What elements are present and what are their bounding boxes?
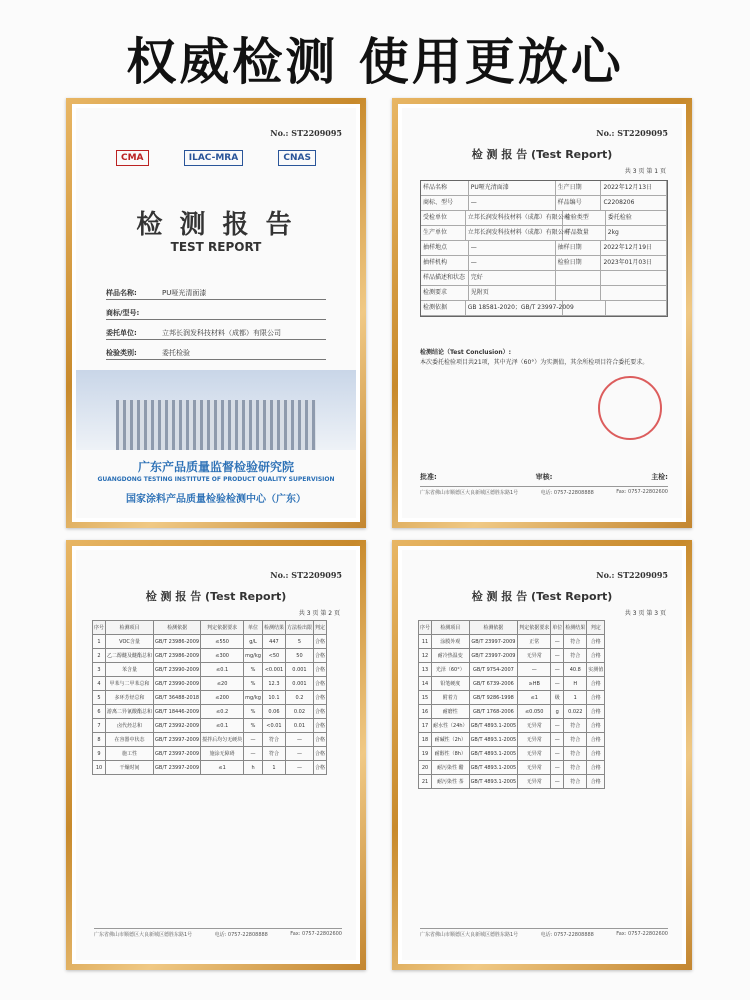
info-cell: 2kg <box>606 226 667 240</box>
table-cell: GB/T 4893.1-2005 <box>469 775 518 789</box>
table-cell: GB/T 36488-2018 <box>154 691 201 705</box>
certificate-frame-page1 <box>392 98 692 528</box>
table-cell: 13 <box>419 663 432 677</box>
institute-name-en: GUANGDONG TESTING INSTITUTE OF PRODUCT QUALITY SUPERVISION <box>97 476 335 483</box>
info-cell: 样品描述和状态 <box>421 271 469 285</box>
table-header: 判定依据要求 <box>518 621 551 635</box>
table-cell: 0.01 <box>285 719 313 733</box>
table-cell: 涂膜外观 <box>432 635 470 649</box>
info-row <box>421 196 667 211</box>
info-cell: 生产日期 <box>556 181 602 195</box>
table-cell: ≤550 <box>201 635 244 649</box>
table-header: 方法检出限 <box>285 621 313 635</box>
table-cell: GB/T 4893.1-2005 <box>469 733 518 747</box>
table-header: 判定 <box>587 621 605 635</box>
table-cell: 5 <box>285 635 313 649</box>
table-cell: GB/T 1768-2006 <box>469 705 518 719</box>
table-cell: 光泽（60°） <box>432 663 470 677</box>
table-cell: 18 <box>419 733 432 747</box>
report-page-2 <box>76 550 356 960</box>
info-cell: 检验日期 <box>556 256 602 270</box>
footer: 广东省佛山市顺德区大良新城区德胜东路1号 电话: 0757-22808888 Fax: 0757-22802600 <box>94 928 342 938</box>
table-cell: 4 <box>93 677 106 691</box>
info-cell: 样品编号 <box>556 196 602 210</box>
info-cell: 商标、型号 <box>421 196 469 210</box>
table-cell: 耐污染性 醋 <box>432 761 470 775</box>
table-header: 序号 <box>93 621 106 635</box>
info-row <box>421 211 667 226</box>
info-cell: 检测依据 <box>421 301 466 315</box>
table-row <box>93 761 327 775</box>
table-cell: 合格 <box>587 649 605 663</box>
table-cell: 15 <box>419 691 432 705</box>
info-row <box>421 181 667 196</box>
report-number: No.: ST2209095 <box>270 570 342 580</box>
report-title: 检 测 报 告 (Test Report) <box>145 590 287 603</box>
table-cell: 合格 <box>587 691 605 705</box>
table-cell: ≤200 <box>201 691 244 705</box>
table-cell: <0.01 <box>262 719 285 733</box>
table-cell: 符合 <box>262 747 285 761</box>
table-cell: 无异常 <box>518 733 551 747</box>
table-cell: 在容器中状态 <box>106 733 154 747</box>
table-cell: 合格 <box>587 635 605 649</box>
table-row <box>419 719 605 733</box>
table-cell: 5 <box>93 691 106 705</box>
table-cell: g/L <box>244 635 263 649</box>
table-cell: 甲苯与二甲苯总和 <box>106 677 154 691</box>
table-cell: 9 <box>93 747 106 761</box>
table-cell: ≤300 <box>201 649 244 663</box>
info-row <box>421 286 667 301</box>
table-header: 检测依据 <box>154 621 201 635</box>
table-cell: GB/T 23997-2009 <box>154 733 201 747</box>
certificate-frame-cover <box>66 98 366 528</box>
info-cell: — <box>469 256 556 270</box>
conclusion: 检测结论（Test Conclusion）: 本次委托检验项目共21项，其中光泽（60°）为实测值，其余所检项目符合委托要求。 <box>420 349 649 366</box>
table-cell: 合格 <box>313 761 326 775</box>
table-header: 单位 <box>551 621 564 635</box>
info-cell: 抽样地点 <box>421 241 469 255</box>
signatures: 批准: 审核: 主检: <box>420 473 668 481</box>
table-cell: GB/T 23997-2009 <box>469 649 518 663</box>
table-cell: 无异常 <box>518 761 551 775</box>
table-cell: — <box>551 775 564 789</box>
table-header: 判定依据要求 <box>201 621 244 635</box>
page-number: 共 3 页 第 1 页 <box>624 168 666 175</box>
table-cell: GB/T 18446-2009 <box>154 705 201 719</box>
table-cell: 合格 <box>587 761 605 775</box>
table-cell: <50 <box>262 649 285 663</box>
table-cell: 2 <box>93 649 106 663</box>
table-cell: — <box>285 733 313 747</box>
table-cell: 合格 <box>313 663 326 677</box>
table-cell: 0.2 <box>285 691 313 705</box>
table-row <box>419 733 605 747</box>
table-cell: 1 <box>93 635 106 649</box>
report-page-3 <box>402 550 682 960</box>
info-cell: C2208206 <box>601 196 667 210</box>
table-cell: % <box>244 719 263 733</box>
table-cell: 0.001 <box>285 677 313 691</box>
table-header: 检测项目 <box>106 621 154 635</box>
table-cell: 6 <box>93 705 106 719</box>
table-cell: mg/kg <box>244 691 263 705</box>
info-cell <box>601 271 667 285</box>
red-seal <box>598 376 662 440</box>
info-cell: 样品名称 <box>421 181 469 195</box>
institute-name: 广东产品质量监督检验研究院 <box>137 460 294 474</box>
field-applicant: 委托单位: 立邦长润发科技材料（成都）有限公司 <box>106 328 326 340</box>
info-cell: 生产单位 <box>421 226 466 240</box>
info-cell: 2022年12月13日 <box>601 181 667 195</box>
table-cell: 正常 <box>518 635 551 649</box>
table-cell: 符合 <box>564 775 587 789</box>
report-title: 检 测 报 告 (Test Report) <box>471 148 613 161</box>
table-row <box>419 691 605 705</box>
table-cell: 0.022 <box>564 705 587 719</box>
table-cell: VOC含量 <box>106 635 154 649</box>
table-row <box>93 719 327 733</box>
info-cell: 检测要求 <box>421 286 469 300</box>
table-cell: — <box>551 677 564 691</box>
table-cell: ≤1 <box>201 761 244 775</box>
table-cell: 符合 <box>564 747 587 761</box>
table-cell: ≤20 <box>201 677 244 691</box>
table-cell: 合格 <box>313 691 326 705</box>
table-row <box>419 775 605 789</box>
table-row <box>93 663 327 677</box>
info-cell: 受检单位 <box>421 211 466 225</box>
table-cell: H <box>564 677 587 691</box>
report-title: 检 测 报 告 (Test Report) <box>471 590 613 603</box>
info-cell <box>556 286 602 300</box>
table-row <box>419 649 605 663</box>
table-header: 判定 <box>313 621 326 635</box>
info-cell: 2023年01月03日 <box>601 256 667 270</box>
info-cell: 抽样机构 <box>421 256 469 270</box>
table-cell: 搅拌后均匀无硬块 <box>201 733 244 747</box>
table-cell: 17 <box>419 719 432 733</box>
cover-fields <box>106 288 326 368</box>
table-cell: ≤0.050 <box>518 705 551 719</box>
table-cell: 0.02 <box>285 705 313 719</box>
footer: 广东省佛山市顺德区大良新城区德胜东路1号 电话: 0757-22808888 Fax: 0757-22802600 <box>420 928 668 938</box>
table-cell: 1 <box>564 691 587 705</box>
table-cell: ≥HB <box>518 677 551 691</box>
table-row <box>93 733 327 747</box>
table-cell: — <box>244 747 263 761</box>
table-cell: GB/T 23986-2009 <box>154 649 201 663</box>
table-cell: 10 <box>93 761 106 775</box>
table-cell: 耐污染性 茶 <box>432 775 470 789</box>
table-cell: 50 <box>285 649 313 663</box>
table-cell: 符合 <box>564 719 587 733</box>
table-cell: 合格 <box>587 747 605 761</box>
table-cell: 合格 <box>313 733 326 747</box>
table-row <box>419 635 605 649</box>
table-cell: 施涂无障碍 <box>201 747 244 761</box>
table-cell: GB/T 6739-2006 <box>469 677 518 691</box>
results-table <box>418 620 605 789</box>
table-cell: 21 <box>419 775 432 789</box>
table-cell: — <box>244 733 263 747</box>
table-cell: 3 <box>93 663 106 677</box>
table-cell: <0.001 <box>262 663 285 677</box>
table-cell: 合格 <box>313 747 326 761</box>
table-cell: 耐磨性 <box>432 705 470 719</box>
info-cell <box>563 301 606 315</box>
table-cell: ≤0.1 <box>201 719 244 733</box>
table-cell: GB/T 4893.1-2005 <box>469 747 518 761</box>
cma-logo: CMA <box>116 150 149 166</box>
table-cell: — <box>285 747 313 761</box>
table-cell: 无异常 <box>518 719 551 733</box>
table-cell: GB/T 4893.1-2005 <box>469 761 518 775</box>
table-cell: 无异常 <box>518 649 551 663</box>
cover-page <box>76 108 356 518</box>
table-cell: g <box>551 705 564 719</box>
table-cell: 耐冷热温变 <box>432 649 470 663</box>
table-cell: GB/T 4893.1-2005 <box>469 719 518 733</box>
table-cell: 符合 <box>564 761 587 775</box>
table-cell: 符合 <box>564 635 587 649</box>
table-cell: 1 <box>262 761 285 775</box>
table-cell: GB/T 9754-2007 <box>469 663 518 677</box>
table-cell: % <box>244 677 263 691</box>
table-cell: 合格 <box>587 775 605 789</box>
table-cell: GB/T 23990-2009 <box>154 677 201 691</box>
table-cell: 符合 <box>262 733 285 747</box>
table-cell: 耐水性（24h） <box>432 719 470 733</box>
table-cell: 乙二醇醚及醚酯总和 <box>106 649 154 663</box>
table-cell: 合格 <box>313 635 326 649</box>
table-header: 检测依据 <box>469 621 518 635</box>
table-row <box>419 705 605 719</box>
page-number: 共 3 页 第 2 页 <box>298 610 340 617</box>
table-cell: 14 <box>419 677 432 691</box>
table-cell: GB/T 23992-2009 <box>154 719 201 733</box>
table-cell: GB/T 23997-2009 <box>154 747 201 761</box>
table-cell: 0.001 <box>285 663 313 677</box>
table-cell: 合格 <box>313 705 326 719</box>
table-cell: 无异常 <box>518 747 551 761</box>
table-cell: ≤1 <box>518 691 551 705</box>
table-cell: ≤0.1 <box>201 663 244 677</box>
info-cell: 检验类型 <box>563 211 606 225</box>
table-cell: — <box>551 733 564 747</box>
table-cell: 铅笔硬度 <box>432 677 470 691</box>
table-cell: 447 <box>262 635 285 649</box>
report-number: No.: ST2209095 <box>270 128 342 138</box>
info-row <box>421 271 667 286</box>
table-header: 检测项目 <box>432 621 470 635</box>
table-cell: — <box>551 649 564 663</box>
table-cell: 符合 <box>564 733 587 747</box>
cnas-logo: CNAS <box>278 150 316 166</box>
info-cell: 样品数量 <box>563 226 606 240</box>
info-row <box>421 301 667 316</box>
report-page-1 <box>402 108 682 518</box>
table-row <box>419 677 605 691</box>
info-table <box>420 180 668 317</box>
report-number: No.: ST2209095 <box>596 128 668 138</box>
table-cell: 耐醇性（8h） <box>432 747 470 761</box>
table-cell: 合格 <box>587 705 605 719</box>
accreditation-logos <box>116 150 316 166</box>
table-cell: 卤代烃总和 <box>106 719 154 733</box>
table-row <box>93 635 327 649</box>
info-cell: 立邦长润发科技材料（成都）有限公司 <box>466 211 563 225</box>
table-cell: 无异常 <box>518 775 551 789</box>
field-test-type: 检验类别: 委托检验 <box>106 348 326 360</box>
table-cell: ≤0.2 <box>201 705 244 719</box>
table-cell: 8 <box>93 733 106 747</box>
info-cell: 立邦长润发科技材料（成都）有限公司 <box>466 226 563 240</box>
info-cell <box>606 301 667 315</box>
table-cell: 苯含量 <box>106 663 154 677</box>
table-cell: 40.8 <box>564 663 587 677</box>
ilac-mra-logo: ILAC-MRA <box>184 150 243 166</box>
table-cell: GB/T 23997-2009 <box>469 635 518 649</box>
page-number: 共 3 页 第 3 页 <box>624 610 666 617</box>
table-row <box>419 747 605 761</box>
results-table <box>92 620 327 775</box>
table-cell: 7 <box>93 719 106 733</box>
table-cell: 20 <box>419 761 432 775</box>
table-cell: 12.3 <box>262 677 285 691</box>
table-cell: 合格 <box>587 719 605 733</box>
cover-title-cn: 检 测 报 告 <box>136 210 296 240</box>
table-cell: mg/kg <box>244 649 263 663</box>
table-cell: — <box>551 635 564 649</box>
table-cell: — <box>551 663 564 677</box>
table-cell: % <box>244 705 263 719</box>
table-cell: — <box>551 761 564 775</box>
field-sample-name: 样品名称: PU哑光清面漆 <box>106 288 326 300</box>
table-cell: 16 <box>419 705 432 719</box>
info-cell: 委托检验 <box>606 211 667 225</box>
field-brand: 商标/型号: <box>106 308 326 320</box>
info-row <box>421 226 667 241</box>
info-cell: 完好 <box>469 271 556 285</box>
table-cell: 多环芳烃总和 <box>106 691 154 705</box>
building-photo <box>76 370 356 450</box>
table-cell: — <box>551 719 564 733</box>
page-title: 权威检测 使用更放心 <box>126 33 624 91</box>
table-cell: 符合 <box>564 649 587 663</box>
table-cell: GB/T 23997-2009 <box>154 761 201 775</box>
info-cell: 2022年12月19日 <box>601 241 667 255</box>
table-cell: 0.06 <box>262 705 285 719</box>
info-row <box>421 256 667 271</box>
table-cell: GB/T 9286-1998 <box>469 691 518 705</box>
table-cell: 19 <box>419 747 432 761</box>
info-cell <box>556 271 602 285</box>
table-cell: — <box>518 663 551 677</box>
info-cell: PU哑光清面漆 <box>469 181 556 195</box>
table-cell: 合格 <box>313 649 326 663</box>
table-cell: 10.1 <box>262 691 285 705</box>
info-row <box>421 241 667 256</box>
table-cell: 合格 <box>313 719 326 733</box>
table-row <box>93 691 327 705</box>
info-cell: — <box>469 196 556 210</box>
table-row <box>93 747 327 761</box>
table-cell: h <box>244 761 263 775</box>
info-cell: 抽样日期 <box>556 241 602 255</box>
table-cell: — <box>285 761 313 775</box>
table-header: 检测结果 <box>564 621 587 635</box>
table-cell: 游离二异氰酸酯总和 <box>106 705 154 719</box>
table-row <box>93 649 327 663</box>
center-name: 国家涂料产品质量检验检测中心（广东） <box>126 494 306 505</box>
table-header: 序号 <box>419 621 432 635</box>
table-cell: GB/T 23986-2009 <box>154 635 201 649</box>
table-cell: 施工性 <box>106 747 154 761</box>
table-row <box>93 677 327 691</box>
table-cell: 干燥时间 <box>106 761 154 775</box>
table-cell: 12 <box>419 649 432 663</box>
table-cell: 合格 <box>587 677 605 691</box>
certificate-frame-page2 <box>66 540 366 970</box>
info-cell: 见附页 <box>469 286 556 300</box>
table-cell: % <box>244 663 263 677</box>
table-cell: 合格 <box>313 677 326 691</box>
report-number: No.: ST2209095 <box>596 570 668 580</box>
table-cell: 附着力 <box>432 691 470 705</box>
info-cell: GB 18581-2020；GB/T 23997-2009 <box>466 301 563 315</box>
cover-title-en: TEST REPORT <box>170 240 262 254</box>
table-cell: — <box>551 747 564 761</box>
table-row <box>419 761 605 775</box>
certificate-frame-page3 <box>392 540 692 970</box>
table-cell: 级 <box>551 691 564 705</box>
info-cell: — <box>469 241 556 255</box>
table-header: 检测结果 <box>262 621 285 635</box>
table-cell: 11 <box>419 635 432 649</box>
table-cell: 实测值 <box>587 663 605 677</box>
info-cell <box>601 286 667 300</box>
table-header: 单位 <box>244 621 263 635</box>
table-row <box>93 705 327 719</box>
table-cell: GB/T 23990-2009 <box>154 663 201 677</box>
footer: 广东省佛山市顺德区大良新城区德胜东路1号 电话: 0757-22808888 Fax: 0757-22802600 <box>420 486 668 496</box>
table-cell: 合格 <box>587 733 605 747</box>
table-cell: 耐碱性（2h） <box>432 733 470 747</box>
table-row <box>419 663 605 677</box>
